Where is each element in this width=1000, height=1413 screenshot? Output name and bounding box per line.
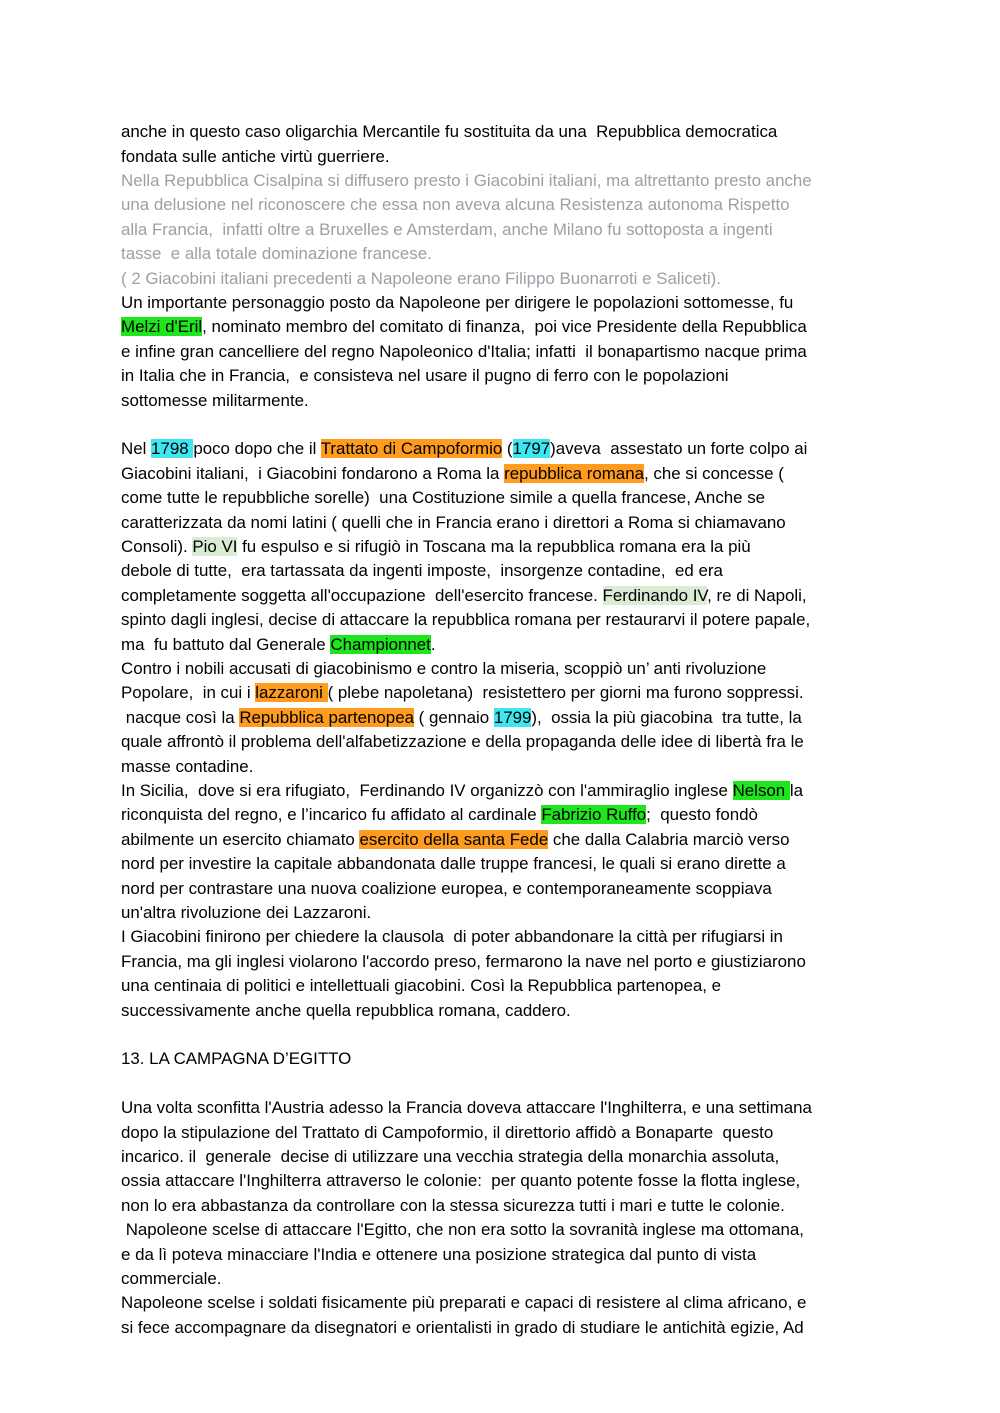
text-line [121, 1243, 756, 1267]
text-run: , nominato membro del comitato di finanza, poi vice Presidente della Repubblica [202, 317, 807, 336]
highlighted-text: Trattato di Campoformio [320, 439, 503, 458]
text-run: debole di tutte, era tartassata da ingenti imposte, insorgenze contadine, ed era [121, 561, 723, 580]
text-run: dopo la stipulazione del Trattato di Campoformio, il direttorio affidò a Bonaparte questo [121, 1123, 774, 1142]
text-run: , che si concesse ( [643, 464, 784, 483]
text-line [121, 389, 309, 413]
text-run: successivamente anche quella repubblica romana, caddero. [121, 1001, 571, 1020]
highlighted-text: Nelson [732, 781, 790, 800]
text-run: abilmente un esercito chiamato [121, 830, 360, 849]
text-run: nord per contrastare una nuova coalizione europea, e contemporaneamente scoppiava [121, 879, 772, 898]
text-run: nacque così la [121, 708, 240, 727]
text-run: Una volta sconfitta l'Austria adesso la Francia doveva attaccare l'Inghilterra, e una settimana [121, 1098, 812, 1117]
text-run: masse contadine. [121, 757, 254, 776]
text-run: Nel [121, 439, 152, 458]
text-run: , re di Napoli, [707, 586, 807, 605]
text-run: Popolare, in cui i [121, 683, 256, 702]
text-line [121, 999, 571, 1023]
text-line [121, 193, 790, 217]
text-run: completamente soggetta all'occupazione dell'esercito francese. [121, 586, 603, 605]
text-line [121, 1096, 812, 1120]
highlighted-text: lazzaroni [255, 683, 328, 702]
text-line [121, 633, 436, 657]
highlighted-text: 1798 [151, 439, 194, 458]
text-line [121, 706, 802, 730]
text-run: si fece accompagnare da disegnatori e orientalisti in grado di studiare le antichità egizie, Ad [121, 1318, 804, 1337]
text-line [121, 291, 793, 315]
text-line [121, 535, 751, 559]
text-run: nord per investire la capitale abbandonata dalle truppe francesi, le quali si erano dirette a [121, 854, 786, 873]
text-line [121, 1145, 779, 1169]
text-line [121, 1169, 800, 1193]
text-run: una centinaia di politici e intellettuali giacobini. Così la Repubblica partenopea, e [121, 976, 722, 995]
text-line [121, 1218, 804, 1242]
text-line [121, 901, 371, 925]
text-line [121, 1291, 806, 1315]
text-run: ; questo fondò [646, 805, 758, 824]
text-run: commerciale. [121, 1269, 222, 1288]
highlighted-text: repubblica romana [504, 464, 644, 483]
text-line [121, 242, 432, 266]
text-run: tasse e alla totale dominazione francese. [121, 244, 432, 263]
text-line [121, 364, 728, 388]
highlighted-text: esercito della santa Fede [359, 830, 549, 849]
text-run: un'altra rivoluzione dei Lazzaroni. [121, 903, 372, 922]
text-line [121, 608, 810, 632]
text-line [121, 950, 806, 974]
text-run: poco dopo che il [193, 439, 321, 458]
text-run: Napoleone scelse di attaccare l'Egitto, che non era sotto la sovranità inglese ma ottomana, [121, 1220, 804, 1239]
text-run: ossia attaccare l'Inghilterra attraverso le colonie: per quanto potente fosse la flotta inglese, [121, 1171, 801, 1190]
text-line [121, 169, 812, 193]
text-line [121, 852, 786, 876]
text-line [121, 120, 777, 144]
text-line [121, 1267, 221, 1291]
text-run: Giacobini italiani, i Giacobini fondarono a Roma la [121, 464, 505, 483]
text-line [121, 218, 773, 242]
text-run: e da lì poteva minacciare l'India e ottenere una posizione strategica dal punto di vista [121, 1245, 757, 1264]
text-run: in Italia che in Francia, e consisteva nel usare il pugno di ferro con le popolazioni [121, 366, 729, 385]
text-run: )aveva assestato un forte colpo ai [550, 439, 808, 458]
text-run: sottomesse militarmente. [121, 391, 309, 410]
text-run: fondata sulle antiche virtù guerriere. [121, 147, 390, 166]
text-line [121, 1316, 804, 1340]
text-run: . [430, 635, 436, 654]
text-line [121, 974, 721, 998]
text-line [121, 511, 786, 535]
text-run: Consoli). [121, 537, 193, 556]
text-run: la [789, 781, 804, 800]
text-line [121, 267, 721, 291]
text-run: ( plebe napoletana) resistettero per giorni ma furono soppressi. [327, 683, 804, 702]
text-run: ( gennaio [413, 708, 494, 727]
text-run: non lo era abbastanza da controllare con la stessa sicurezza tutti i mari e tutte le colonie. [121, 1196, 785, 1215]
text-line [121, 1194, 785, 1218]
text-run: che dalla Calabria marciò verso [548, 830, 790, 849]
text-run: ma fu battuto dal Generale [121, 635, 331, 654]
text-line [121, 657, 766, 681]
text-run: anche in questo caso oligarchia Mercantile fu sostituita da una Repubblica democratica [121, 122, 778, 141]
text-line [121, 1121, 773, 1145]
text-line [121, 462, 784, 486]
text-line [121, 877, 772, 901]
text-line [121, 730, 804, 754]
text-run: 13. LA CAMPAGNA D’EGITTO [121, 1049, 352, 1068]
text-run: alla Francia, infatti oltre a Bruxelles e Amsterdam, anche Milano fu sottoposta a ingenti [121, 220, 773, 239]
highlighted-text: Ferdinando IV [602, 586, 708, 605]
highlighted-text: 1799 [493, 708, 532, 727]
text-line [121, 925, 783, 949]
text-run: Napoleone scelse i soldati fisicamente più preparati e capaci di resistere al clima africano, e [121, 1293, 807, 1312]
highlighted-text: 1797 [512, 439, 551, 458]
text-run: quale affrontò il problema dell'alfabetizzazione e della propaganda delle idee di libertà fra le [121, 732, 804, 751]
text-run: caratterizzata da nomi latini ( quelli che in Francia erano i direttori a Roma si chiamavano [121, 513, 786, 532]
text-run: Francia, ma gli inglesi violarono l'accordo preso, fermarono la nave nel porto e giustiziarono [121, 952, 806, 971]
text-run: I Giacobini finirono per chiedere la clausola di poter abbandonare la città per rifugiarsi in [121, 927, 783, 946]
text-line [121, 828, 790, 852]
text-line [121, 681, 804, 705]
text-line [121, 779, 803, 803]
text-run: riconquista del regno, e l’incarico fu affidato al cardinale [121, 805, 542, 824]
highlighted-text: Repubblica partenopea [239, 708, 414, 727]
text-line [121, 340, 807, 364]
text-run: In Sicilia, dove si era rifugiato, Ferdinando IV organizzò con l'ammiraglio inglese [121, 781, 733, 800]
text-line [121, 486, 765, 510]
highlighted-text: Fabrizio Ruffo [541, 805, 647, 824]
text-run: ( 2 Giacobini italiani precedenti a Napoleone erano Filippo Buonarroti e Saliceti). [121, 269, 721, 288]
text-run: ( [502, 439, 513, 458]
text-line [121, 755, 253, 779]
text-line [121, 315, 807, 339]
text-run: ), ossia la più giacobina tra tutte, la [531, 708, 802, 727]
text-run: spinto dagli inglesi, decise di attaccare la repubblica romana per restaurarvi il potere papale, [121, 610, 811, 629]
text-run: incarico. il generale decise di utilizzare una vecchia strategia della monarchia assoluta, [121, 1147, 780, 1166]
text-line [121, 1047, 351, 1071]
text-line [121, 145, 390, 169]
text-run: una delusione nel riconoscere che essa non aveva alcuna Resistenza autonoma Rispetto [121, 195, 790, 214]
highlighted-text: Pio VI [192, 537, 238, 556]
text-line [121, 559, 723, 583]
text-run: fu espulso e si rifugiò in Toscana ma la repubblica romana era la più [237, 537, 751, 556]
text-run: Nella Repubblica Cisalpina si diffusero presto i Giacobini italiani, ma altrettanto presto anche [121, 171, 812, 190]
text-line [121, 584, 807, 608]
text-run: Contro i nobili accusati di giacobinismo e contro la miseria, scoppiò un’ anti rivoluzione [121, 659, 767, 678]
text-run: come tutte le repubbliche sorelle) una Costituzione simile a quella francese, Anche se [121, 488, 766, 507]
text-run: Un importante personaggio posto da Napoleone per dirigere le popolazioni sottomesse, fu [121, 293, 794, 312]
highlighted-text: Championnet [330, 635, 431, 654]
text-line [121, 803, 758, 827]
highlighted-text: Melzi d'Eril [121, 317, 203, 336]
text-line [121, 437, 807, 461]
text-run: e infine gran cancelliere del regno Napoleonico d'Italia; infatti il bonapartismo nacque prima [121, 342, 807, 361]
